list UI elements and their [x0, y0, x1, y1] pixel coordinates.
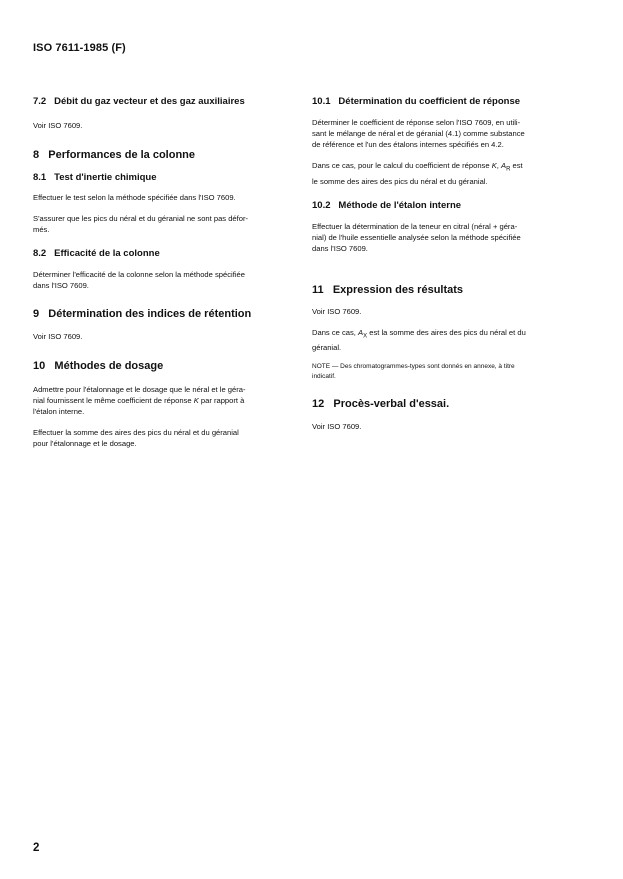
heading-12	[312, 398, 574, 410]
paragraph-line: dans l'ISO 7609.	[33, 281, 89, 290]
section-number: 11	[312, 283, 324, 296]
section-title: Débit du gaz vecteur et des gaz auxiliaires	[54, 96, 245, 107]
paragraph-line: Déterminer l'efficacité de la colonne selon la méthode spécifiée	[33, 270, 245, 279]
heading-10-2	[312, 200, 574, 211]
section-number: 8	[33, 149, 40, 161]
note-line: indicatif.	[312, 373, 336, 381]
paragraph-line	[312, 160, 574, 176]
heading-8-2	[33, 248, 291, 259]
heading-9	[33, 308, 291, 320]
paragraph-line: Admettre pour l'étalonnage et le dosage que le néral et le géra-	[33, 385, 246, 394]
heading-8-1	[33, 172, 291, 183]
paragraph: Voir ISO 7609.	[312, 422, 362, 432]
paragraph-line: Effectuer la détermination de la teneur en citral (néral + géra-	[312, 221, 518, 231]
section-number: 8.1	[33, 172, 47, 183]
section-number: 10.1	[312, 96, 331, 107]
note-line: NOTE — Des chromatogrammes-types sont donnés en annexe, à titre	[312, 363, 515, 371]
section-number: 7.2	[33, 96, 47, 107]
text-span: ,	[496, 161, 501, 170]
text-span: par rapport à	[198, 396, 245, 405]
text-span: Dans ce cas, pour le calcul du coefficient de réponse	[312, 161, 492, 170]
paragraph-line: pour l'étalonnage et le dosage.	[33, 439, 137, 448]
section-title: Efficacité de la colonne	[54, 248, 160, 259]
paragraph-line: le somme des aires des pics du néral et du géranial.	[312, 176, 488, 186]
document-header: ISO 7611-1985 (F)	[33, 42, 126, 54]
paragraph-line: dans l'ISO 7609.	[312, 243, 368, 253]
text-span: est la somme des aires des pics du néral et du	[367, 327, 526, 337]
section-number: 10	[33, 360, 46, 372]
heading-8	[33, 149, 291, 161]
paragraph-line: sant le mélange de néral et de géranial (4.1) comme substance	[312, 129, 525, 138]
heading-10-1	[312, 96, 574, 107]
paragraph-line	[312, 327, 574, 343]
section-number: 10.2	[312, 199, 331, 211]
math-variable: A	[358, 327, 364, 337]
section-title: Expression des résultats	[332, 283, 464, 296]
paragraph: Effectuer le test selon la méthode spécifiée dans l'ISO 7609.	[33, 193, 236, 202]
section-title: Méthodes de dosage	[54, 360, 164, 372]
paragraph-line: géranial.	[312, 343, 342, 353]
heading-11	[312, 284, 574, 296]
paragraph: Voir ISO 7609.	[33, 121, 83, 130]
paragraph-line: Effectuer la somme des aires des pics du néral et du géranial	[33, 428, 239, 437]
section-number: 12	[312, 398, 325, 411]
heading-7-2	[33, 96, 291, 107]
section-title: Performances de la colonne	[48, 149, 196, 161]
math-subscript: X	[363, 333, 368, 340]
text-span: nial fournissent le même coefficient de réponse	[33, 396, 194, 405]
page-number: 2	[33, 842, 40, 854]
paragraph-line: nial) de l'huile essentielle analysée selon la méthode spécifiée	[312, 232, 521, 242]
math-variable: K	[491, 161, 497, 170]
section-title: Détermination des indices de rétention	[48, 308, 252, 320]
heading-10	[33, 360, 291, 372]
section-title: Méthode de l'étalon interne	[338, 199, 462, 211]
right-column	[312, 96, 574, 432]
section-title: Procès-verbal d'essai.	[333, 398, 450, 411]
math-subscript: R	[506, 166, 511, 173]
math-variable: A	[501, 161, 507, 170]
paragraph-line	[33, 395, 291, 406]
paragraph-line: S'assurer que les pics du néral et du géranial ne sont pas défor-	[33, 214, 249, 223]
left-column	[33, 96, 291, 449]
text-span: Dans ce cas,	[312, 327, 359, 337]
paragraph: Voir ISO 7609.	[312, 306, 362, 316]
paragraph: Voir ISO 7609.	[33, 332, 83, 341]
paragraph-line: més.	[33, 225, 50, 234]
section-title: Test d'inertie chimique	[54, 172, 157, 183]
text-span: est	[510, 161, 523, 170]
paragraph-line: de référence et l'un des étalons internes spécifiés en 4.2.	[312, 140, 504, 149]
section-number: 8.2	[33, 248, 47, 259]
paragraph-line: l'étalon interne.	[33, 407, 85, 416]
section-number: 9	[33, 308, 40, 320]
math-variable: K	[193, 396, 199, 405]
paragraph-line: Déterminer le coefficient de réponse selon l'ISO 7609, en utili-	[312, 118, 521, 127]
section-title: Détermination du coefficient de réponse	[338, 96, 521, 107]
